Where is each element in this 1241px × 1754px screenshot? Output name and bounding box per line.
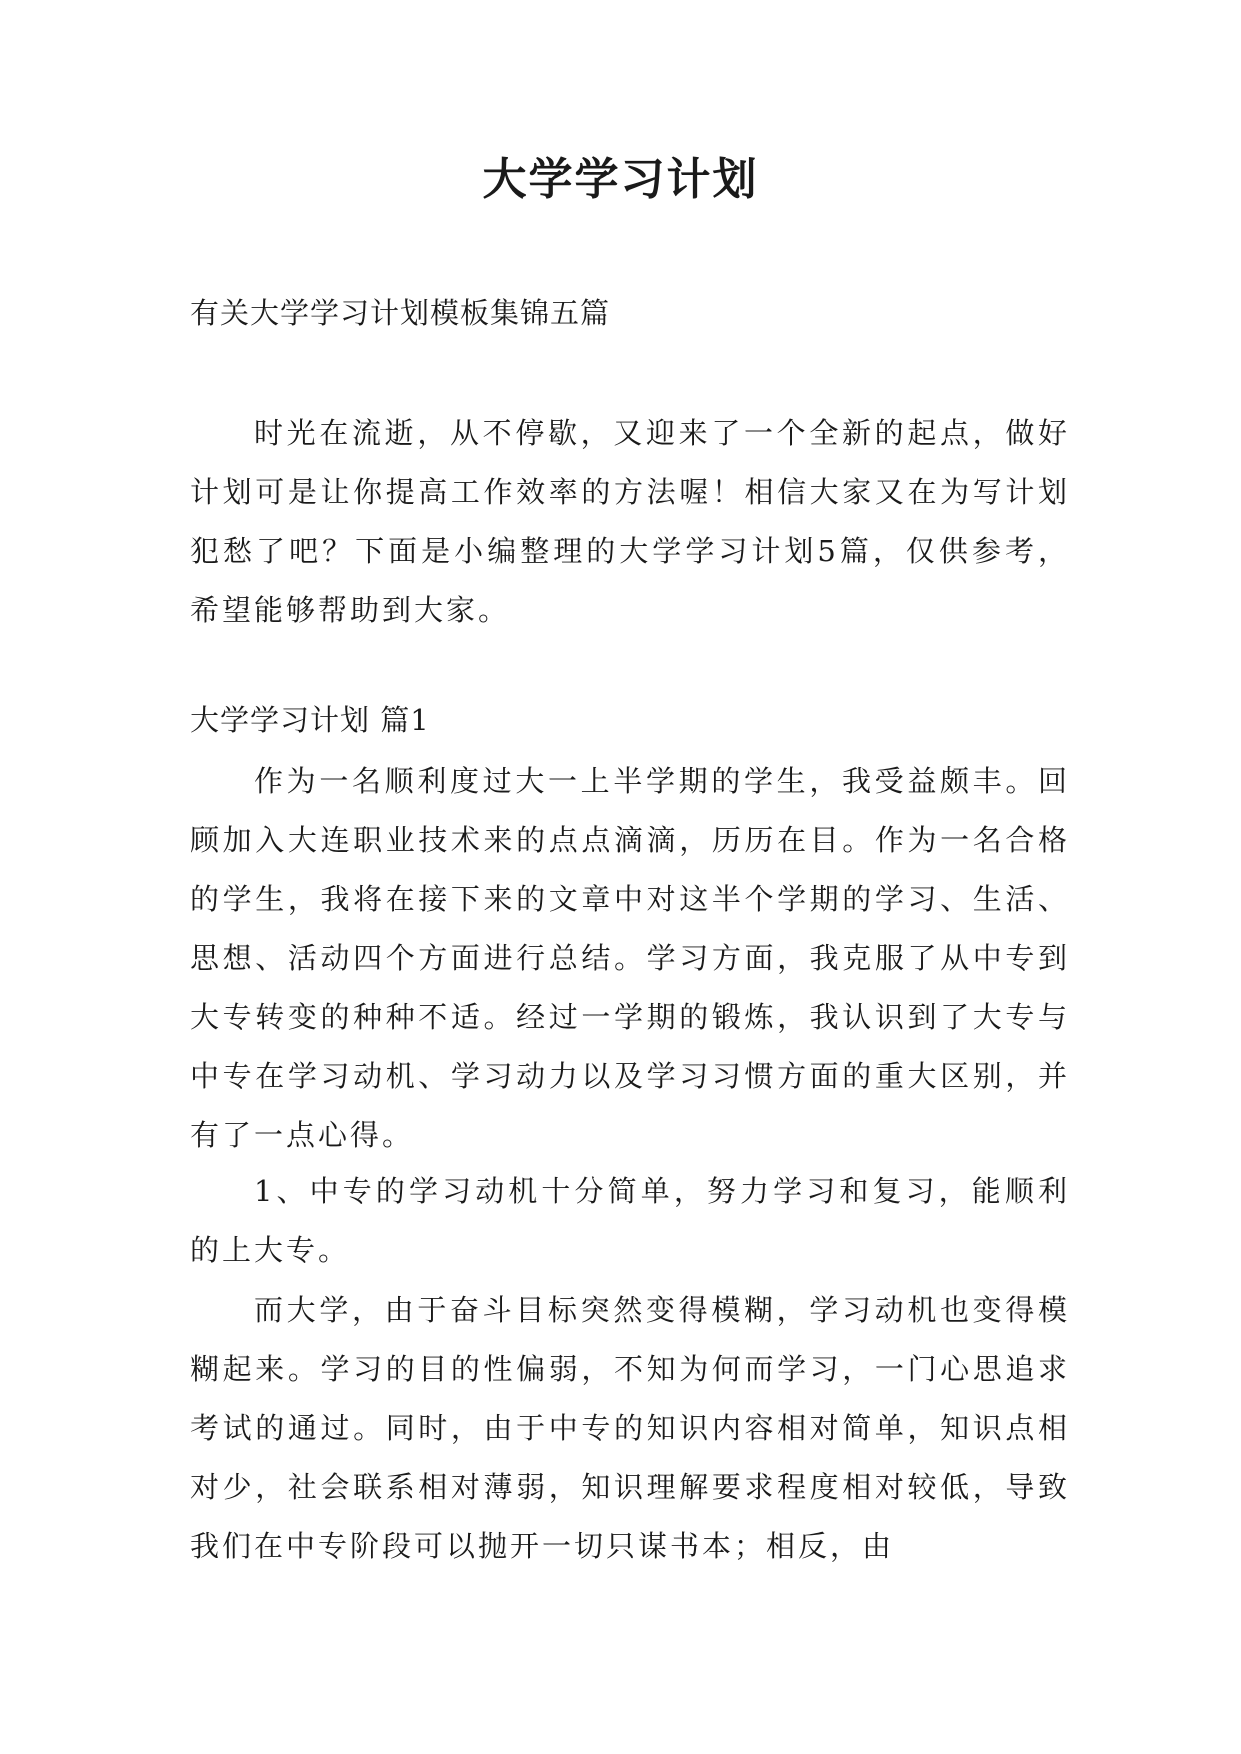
document-title: 大学学习计划: [482, 154, 759, 205]
body-paragraph-3: 而大学，由于奋斗目标突然变得模糊，学习动机也变得模糊起来。学习的目的性偏弱，不知为何而学习，一门心思追求考试的通过。同时，由于中专的知识内容相对简单，知识点相对少，社会联系相对薄弱，知识理解要求程度相对较低，导致我们在中专阶段可以抛开一切只谋书本；相反，由: [190, 1293, 1070, 1563]
body-paragraph-2: 1、中专的学习动机十分简单，努力学习和复习，能顺利的上大专。: [190, 1174, 1070, 1267]
body-paragraph-1: 作为一名顺利度过大一上半学期的学生，我受益颇丰。回顾加入大连职业技术来的点点滴滴，历历在目。作为一名合格的学生，我将在接下来的文章中对这半个学期的学习、生活、思想、活动四个方面进行总结。学习方面，我克服了从中专到大专转变的种种不适。经过一学期的锻炼，我认识到了大专与中专在学习动机、学习动力以及学习习惯方面的重大区别，并有了一点心得。: [190, 764, 1070, 1152]
section-heading: 大学学习计划 篇1: [190, 703, 430, 737]
intro-paragraph: 时光在流逝，从不停歇，又迎来了一个全新的起点，做好计划可是让你提高工作效率的方法喔！相信大家又在为写计划犯愁了吧？下面是小编整理的大学学习计划5篇，仅供参考，希望能够帮助到大家。: [190, 416, 1070, 627]
document-subtitle: 有关大学学习计划模板集锦五篇: [190, 296, 611, 330]
